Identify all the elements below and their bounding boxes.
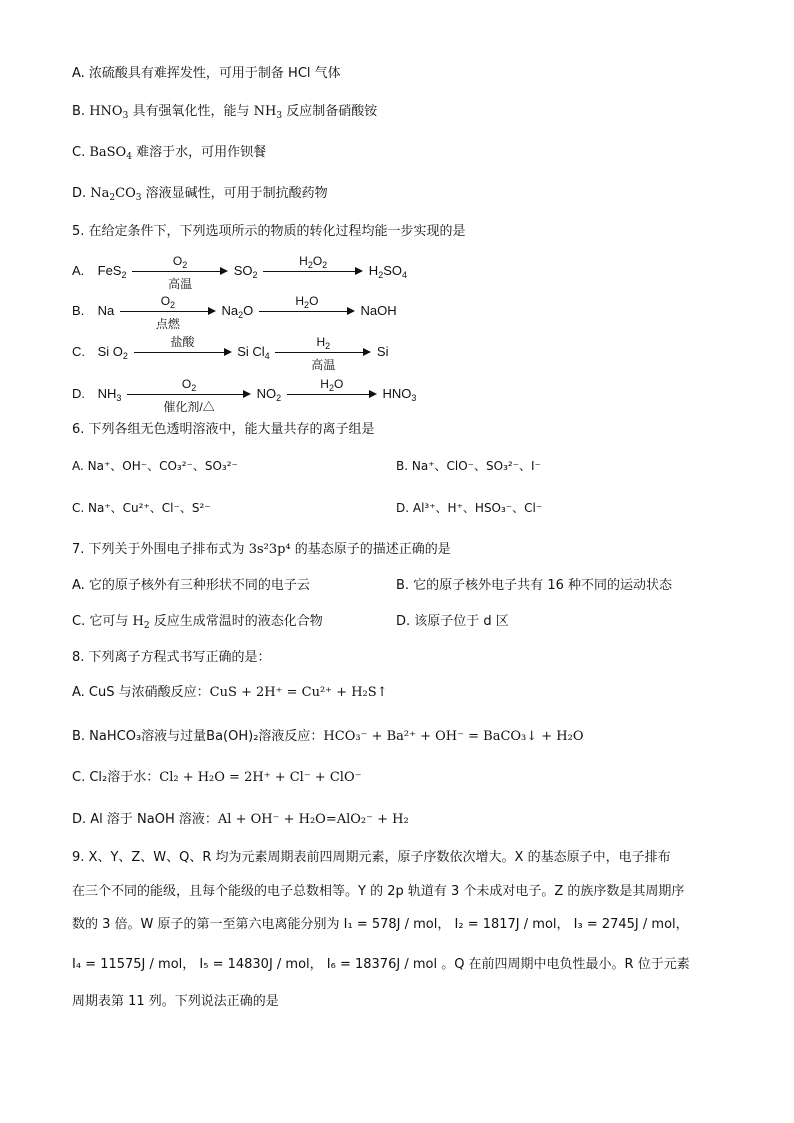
q5-option-d	[72, 376, 417, 414]
q5-c-species3: Si	[376, 344, 389, 359]
q8-option-c-equation: Cl₂ + H₂O = 2H⁺ + Cl⁻ + ClO⁻	[159, 770, 362, 785]
q8-option-d-pre: D. Al 溶于 NaOH 溶液：	[72, 812, 218, 827]
q5-b-species2: $Na_2O$	[221, 303, 254, 320]
q9-line-4: I₄ = 11575J / mol， I₅ = 14830J / mol， I₆ = 18376J / mol 。Q 在前四周期中电负性最小。R 位于元素	[72, 957, 690, 972]
q7-option-a: A. 它的原子核外有三种形状不同的电子云	[72, 578, 310, 593]
q4-option-b-post: 反应制备硝酸铵	[286, 104, 378, 119]
q4-option-a	[72, 64, 341, 84]
q7-stem	[72, 540, 451, 560]
q8-option-b-equation: HCO₃⁻ + Ba²⁺ + OH⁻ = BaCO₃↓ + H₂O	[323, 729, 584, 744]
q4-option-c	[72, 143, 266, 163]
q7-option-c-formula: $H_2$	[132, 614, 150, 631]
q5-a-species2: $SO_2$	[233, 263, 258, 280]
q5-d-arrow1: $O_2$ 催化剂/△	[127, 380, 251, 410]
q5-option-c	[72, 334, 389, 372]
q4-option-b-label: B.	[72, 104, 90, 119]
q8-stem: 8. 下列离子方程式书写正确的是：	[72, 650, 271, 665]
q7-stem-post: 的基态原子的描述正确的是	[294, 542, 451, 557]
q6-option-a: A. Na⁺、OH⁻、CO₃²⁻、SO₃²⁻	[72, 459, 238, 473]
q8-option-d-equation: Al + OH⁻ + H₂O=AlO₂⁻ + H₂	[217, 812, 409, 827]
q6-option-d: D. Al³⁺、H⁺、HSO₃⁻、Cl⁻	[396, 501, 543, 515]
q5-option-d-label: D.	[72, 386, 85, 401]
q4-option-b	[72, 102, 377, 122]
q5-d-species1: $NH_3$	[97, 386, 122, 403]
q5-c-arrow2: $H_2$ 高温	[275, 338, 371, 368]
q7-stem-pre: 7. 下列关于外围电子排布式为	[72, 542, 245, 557]
q5-a-arrow2: $H_2O_2$	[263, 257, 363, 287]
q5-c-species1: Si $O_2$	[97, 344, 128, 361]
q5-a-species1: FeS$_2$	[97, 263, 127, 280]
q7-option-c-pre: C. 它可与	[72, 614, 129, 629]
q4-option-b-mid: 具有强氧化性，能与	[132, 104, 250, 119]
q4-option-c-label: C.	[72, 145, 90, 160]
q5-a-species3: $H_2SO_4$	[368, 263, 408, 280]
q6-stem: 6. 下列各组无色透明溶液中，能大量共存的离子组是	[72, 422, 375, 437]
q4-option-a-text: A. 浓硫酸具有难挥发性，可用于制备 HCl 气体	[72, 66, 341, 81]
q5-stem: 5. 在给定条件下，下列选项所示的物质的转化过程均能一步实现的是	[72, 224, 466, 239]
q5-d-species3: $HNO_3$	[382, 386, 417, 403]
q5-option-b-label: B.	[72, 303, 85, 318]
q8-option-d	[72, 810, 409, 830]
q4-option-d-formula: $Na_2CO_3$	[90, 186, 142, 203]
q8-option-a-pre: A. CuS 与浓硝酸反应：	[72, 685, 210, 700]
q4-option-d-post: 溶液显碱性，可用于制抗酸药物	[145, 186, 328, 201]
q8-option-a-equation: CuS + 2H⁺ = Cu²⁺ + H₂S↑	[209, 685, 388, 700]
q7-electron-config: 3s²3p⁴	[248, 542, 291, 557]
q7-option-b: B. 它的原子核外电子共有 16 种不同的运动状态	[396, 578, 672, 593]
q4-option-b-formula1: $HNO_3$	[89, 104, 129, 121]
q4-option-d-label: D.	[72, 186, 91, 201]
q6-option-b: B. Na⁺、ClO⁻、SO₃²⁻、I⁻	[396, 459, 541, 473]
q8-option-b-pre: B. NaHCO₃溶液与过量Ba(OH)₂溶液反应：	[72, 729, 324, 744]
q4-option-c-post: 难溶于水，可用作钡餐	[136, 145, 267, 160]
q4-option-b-formula2: $NH_3$	[253, 104, 283, 121]
q9-line-3: 数的 3 倍。W 原子的第一至第六电离能分别为 I₁ = 578J / mol， I₂ = 1817J / mol， I₃ = 2745J / mol，	[72, 917, 689, 932]
q7-option-c-post: 反应生成常温时的液态化合物	[153, 614, 323, 629]
q6-option-c: C. Na⁺、Cu²⁺、Cl⁻、S²⁻	[72, 501, 211, 515]
q5-b-species3: NaOH	[360, 303, 397, 318]
q5-option-a	[72, 253, 408, 291]
q4-option-d	[72, 184, 328, 204]
q5-d-arrow2: $H_2O$	[287, 380, 377, 410]
q5-c-species2: Si $Cl_4$	[237, 344, 270, 361]
q7-option-c	[72, 612, 323, 632]
q9-line-5: 周期表第 11 列。下列说法正确的是	[72, 994, 279, 1009]
q5-b-arrow2: $H_2O$	[259, 297, 355, 327]
q8-option-b	[72, 727, 584, 747]
q9-line-1: 9. X、Y、Z、W、Q、R 均为元素周期表前四周期元素，原子序数依次增大。X 的基态原子中，电子排布	[72, 850, 671, 865]
q8-option-c-pre: C. Cl₂溶于水：	[72, 770, 160, 785]
q8-option-a	[72, 683, 388, 703]
q5-d-species2: $NO_2$	[256, 386, 282, 403]
q5-c-arrow1: 盐酸	[134, 338, 232, 368]
q7-option-d: D. 该原子位于 d 区	[396, 614, 509, 629]
q5-a-arrow1: $O_2$ 高温	[132, 257, 228, 287]
q8-option-c	[72, 768, 361, 788]
q5-b-species1: Na	[97, 303, 115, 318]
q5-option-a-label: A.	[72, 263, 85, 278]
q5-option-b	[72, 293, 397, 331]
q5-option-c-label: C.	[72, 344, 85, 359]
q9-line-2: 在三个不同的能级，且每个能级的电子总数相等。Y 的 2p 轨道有 3 个未成对电子。Z 的族序数是其周期序	[72, 884, 685, 899]
q5-b-arrow1: $O_2$ 点燃	[120, 297, 216, 327]
q4-option-c-formula: BaSO$_4$	[89, 145, 132, 162]
